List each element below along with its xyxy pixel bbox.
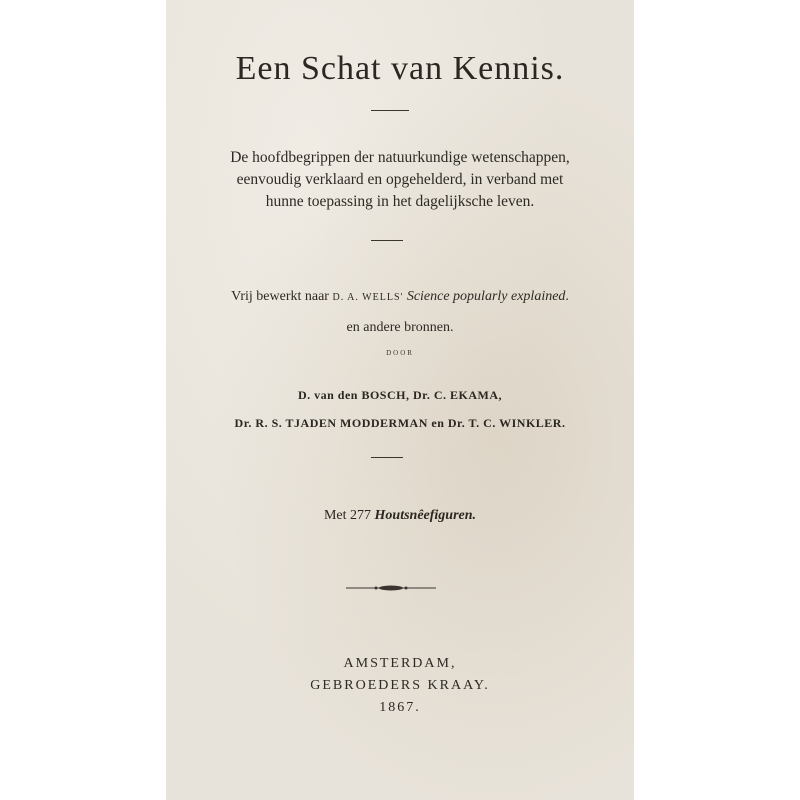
divider-rule [371,457,403,458]
adapted-from [166,282,634,343]
adapted-line [166,282,634,313]
subtitle [166,147,634,213]
book-title: Een Schat van Kennis. [235,50,565,87]
ornament-rule [346,584,436,592]
authors [166,381,634,437]
figures-note [166,508,634,524]
publisher-city: AMSTERDAM, [343,656,457,671]
subtitle-line: De hoofdbegrippen der natuurkundige wetenschappen, [230,149,570,166]
publisher-name: GEBROEDERS KRAAY. [310,678,490,693]
figures-word: Houtsnêefiguren. [374,508,477,523]
adapted-prefix: Vrij bewerkt naar [231,289,329,304]
source-work: Science popularly explained [406,289,566,304]
source-author: D. A. WELLS' [332,292,404,303]
authors-line: Dr. R. S. TJADEN MODDERMAN en Dr. T. C. WINKLER. [234,416,566,430]
subtitle-line: eenvoudig verklaard en opgehelderd, in verband met [236,171,564,188]
adapted-suffix: . [565,289,569,304]
authors-line: D. van den BOSCH, Dr. C. EKAMA, [297,388,503,402]
by-label: DOOR [386,349,414,357]
figures-prefix: Met 277 [323,508,372,523]
adapted-line-2: en andere bronnen. [346,320,454,335]
publisher [166,653,634,719]
subtitle-line: hunne toepassing in het dagelijksche leven. [265,193,535,210]
divider-rule [371,240,403,241]
title-page [166,0,634,800]
divider-rule [371,110,409,111]
publication-year: 1867. [379,700,421,715]
